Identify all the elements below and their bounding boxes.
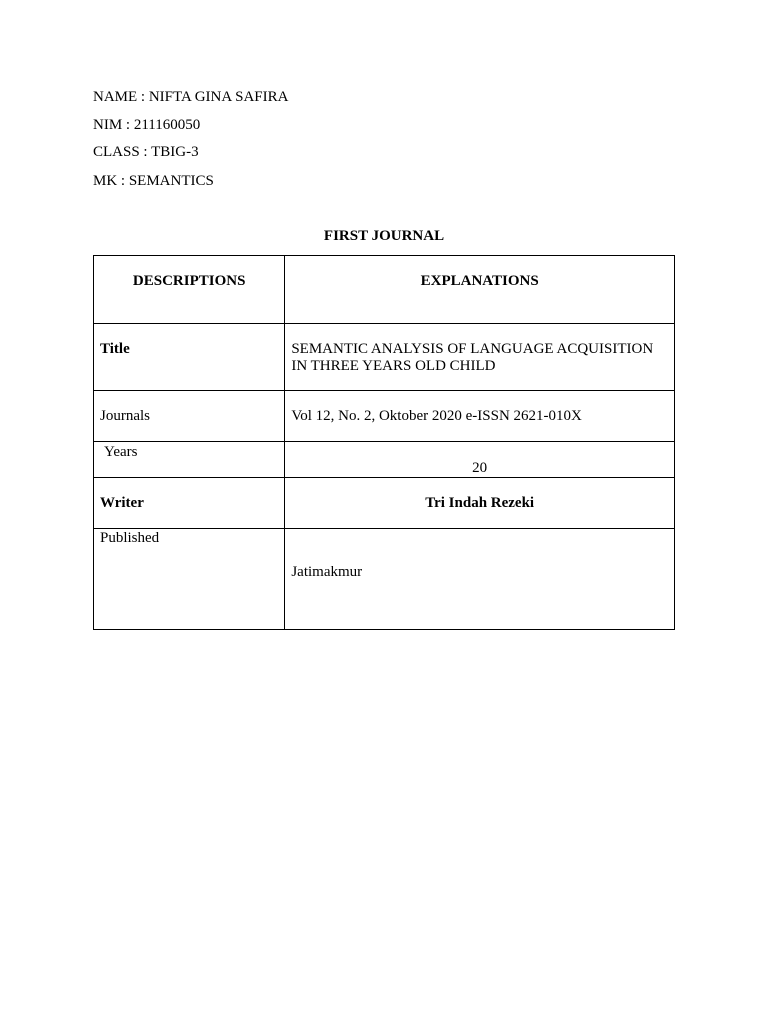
header-cell-explanations — [285, 256, 675, 324]
table-row-published — [94, 529, 675, 630]
value-cell — [285, 529, 675, 630]
student-name: NAME : NIFTA GINA SAFIRA — [93, 89, 289, 105]
row-label-published: Published — [100, 530, 160, 546]
row-label-title: Title — [100, 341, 130, 357]
label-cell — [94, 478, 285, 529]
value-cell — [285, 391, 675, 442]
value-cell — [285, 324, 675, 391]
label-cell — [94, 442, 285, 478]
value-cell — [285, 442, 675, 478]
table-row-title — [94, 324, 675, 391]
row-label-journals: Journals — [100, 408, 150, 424]
student-nim: NIM : 211160050 — [93, 117, 201, 133]
journal-table — [93, 255, 675, 630]
header-cell-descriptions — [94, 256, 285, 324]
table-row-writer — [94, 478, 675, 529]
row-value-published: Jatimakmur — [291, 564, 363, 580]
column-header-descriptions: DESCRIPTIONS — [132, 273, 246, 289]
row-value-years: 20 — [472, 460, 488, 476]
student-class: CLASS : TBIG-3 — [93, 144, 199, 160]
row-label-writer: Writer — [100, 495, 144, 511]
value-cell — [285, 478, 675, 529]
table-row-years — [94, 442, 675, 478]
column-header-explanations: EXPLANATIONS — [420, 273, 539, 289]
course-name: MK : SEMANTICS — [93, 173, 214, 189]
row-value-journals: Vol 12, No. 2, Oktober 2020 e-ISSN 2621-010X — [291, 408, 582, 424]
table-header-row — [94, 256, 675, 324]
journal-heading: FIRST JOURNAL — [323, 228, 445, 244]
label-cell — [94, 324, 285, 391]
label-cell — [94, 529, 285, 630]
row-value-title: SEMANTIC ANALYSIS OF LANGUAGE ACQUISITION IN THREE YEARS OLD CHILD — [291, 341, 654, 374]
label-cell — [94, 391, 285, 442]
row-label-years: Years — [104, 444, 138, 460]
table-row-journals — [94, 391, 675, 442]
row-value-writer: Tri Indah Rezeki — [425, 495, 535, 511]
